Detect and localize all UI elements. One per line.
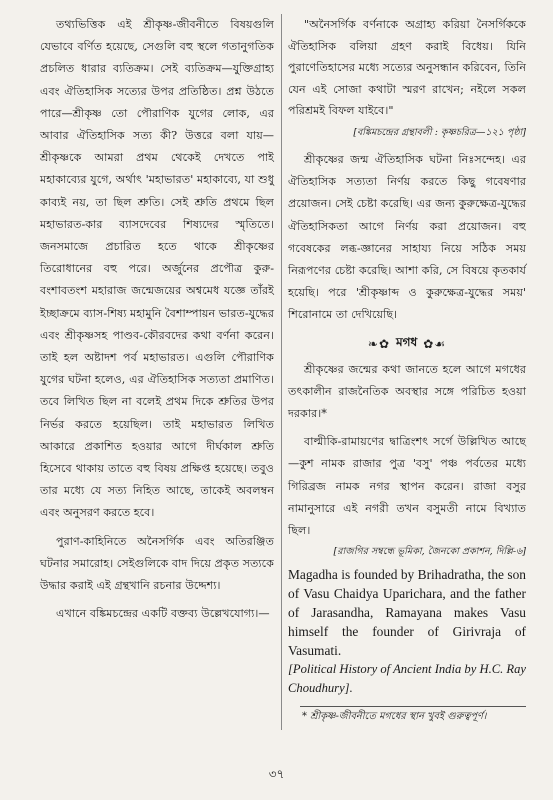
- footnote-rule: [300, 706, 526, 707]
- section-title: মগধ: [396, 334, 418, 349]
- left-column: [40, 14, 274, 625]
- bankim-quote-source: [বঙ্কিমচন্দ্রের গ্রন্থাবলী : কৃষ্ণচরিত্র—১২১ পৃষ্ঠা]: [353, 126, 526, 138]
- right-paragraph-1: শ্রীকৃষ্ণের জন্ম ঐতিহাসিক ঘটনা নিঃসন্দেহ। এর ঐতিহাসিক সত্যতা নির্ণয় করতে কিছু গবেষণার প্রয়োজন। সেই চেষ্টা করেছি। এর জন্য কুরুক্ষেত্র-যুদ্ধের ঐতিহাসিকতা আগে নির্ণয় করা প্রয়োজন। বহু গবেষকের লব্ধ-জ্ঞানের সাহায্য নিয়ে সঠিক সময় নিরূপণের চেষ্টা করেছি। আশা করি, সে বিষয়ে কৃতকার্য হয়েছি। পরে 'শ্রীকৃষ্ণাব্দ ও কুরুক্ষেত্র-যুদ্ধের সময়' শিরোনামে তা দেখিয়েছি।: [288, 153, 526, 322]
- footnote: * শ্রীকৃষ্ণ-জীবনীতে মগধের স্থান খুবই গুরুত্বপূর্ণ।: [302, 711, 487, 722]
- english-source: [Political History of Ancient India by H.C. Ray Choudhury].: [288, 662, 526, 696]
- english-citation-block: [288, 565, 526, 698]
- left-flourish-icon: ❧✿: [367, 336, 391, 351]
- column-divider: [281, 14, 282, 730]
- right-paragraph-3: বাল্মীকি-রামায়ণের দ্বাত্রিংশৎ সর্গে উল্লিখিত আছে—কুশ নামক রাজার পুত্র 'বসু' পঞ্চ পর্বতের মধ্যে গিরিব্রজ নামক নগর স্থাপন করেন। রাজা বসুর নামানুসারে এই নগরী তখন বসুমতী নামে বিখ্যাত ছিল।: [288, 435, 526, 538]
- right-column: [288, 14, 526, 698]
- left-paragraph-1: তথ্যভিত্তিক এই শ্রীকৃষ্ণ-জীবনীতে বিষয়গুলি যেভাবে বর্ণিত হয়েছে, সেগুলি বহু স্থলে গতানুগতিক প্রচলিত ধারার ব্যতিক্রম। সেই ব্যতিক্রম—যুক্তিগ্রাহ্য এবং ঐতিহাসিক সত্যের উপর প্রতিষ্ঠিত। প্রশ্ন উঠতে পারে—শ্রীকৃষ্ণ তো পৌরাণিক যুগের লোক, এর আবার ঐতিহাসিক সত্য কী? উত্তরে বলা যায়—শ্রীকৃষ্ণকে আমরা প্রথম থেকেই দেখতে পাই মহাকাব্যের যুগে, অর্থাৎ 'মহাভারত' মহাকাব্যে, যা শুধু কাব্যই নয়, তা ছিল শ্রুতি। সেই শ্রুতি প্রথমে ছিল মহাভারত-কার ব্যাসদেবের শিষ্যদের স্মৃতিতে। জনসমাজে প্রচারিত হতে থাকে শ্রীকৃষ্ণের তিরোধানের বহু পরে। অর্জুনের প্রপৌত্র কুরু-বংশাবতংশ মহারাজ জন্মেজয়ের অশ্বমেধ যজ্ঞে তাঁরই ইচ্ছাক্রমে ব্যাস-শিষ্য মহামুনি বৈশাম্পায়ন ভারত-যুদ্ধের এবং শ্রীকৃষ্ণসহ পাণ্ডব-কৌরবদের কথা বর্ণনা করেন। তাই হল অষ্টাদশ পর্ব মহাভারত। এগুলি পৌরাণিক যুগের ঘটনা হলেও, এর ঐতিহাসিক সত্যতা প্রমাণিত। তবে লিখিত ছিল না বলেই প্রথম দিকে শ্রুতির উপর নির্ভর করতে হয়েছিল। তাই মহাভারত লিখিত আকারে প্রকাশিত হওয়ার আগে দীর্ঘকাল শ্রুতি হিসেবে থাকায় তাতে বহু বিষয় প্রক্ষিপ্ত হয়েছে। তবুও তার মধ্যে যে সত্য নিহিত আছে, তাকেই অবলম্বন এবং অনুসরণ করতে হবে।: [40, 18, 274, 520]
- left-paragraph-3: এখানে বঙ্কিমচন্দ্রের একটি বক্তব্য উল্লেখযোগ্য।—: [56, 607, 270, 621]
- right-flourish-icon: ✿☙: [423, 336, 447, 351]
- right-paragraph-2: শ্রীকৃষ্ণের জন্মের কথা জানতে হলে আগে মগধের তৎকালীন রাজনৈতিক অবস্থার সঙ্গে পরিচিত হওয়া দরকার।*: [288, 362, 526, 421]
- page-number: ৩৭: [268, 767, 285, 781]
- bankim-quote: "অনৈসর্গিক বর্ণনাকে অগ্রাহ্য করিয়া নৈসর্গিককে ঐতিহাসিক বলিয়া গ্রহণ করাই বিধেয়। যিনি পুরাণেতিহাসের মধ্যে সত্যের অনুসন্ধান করিবেন, তিনি যেন এই সোজা কথাটা স্মরণ রাখেন; নইলে সকল পরিশ্রমই বিফল যাইবে।": [288, 18, 526, 117]
- section-heading-magadha: [288, 333, 526, 355]
- left-paragraph-2: পুরাণ-কাহিনিতে অনৈসর্গিক এবং অতিরঞ্জিত ঘটনার সমারোহ। সেইগুলিকে বাদ দিয়ে প্রকৃত সত্যকে উদ্ধার করাই এই গ্রন্থখানি রচনার উদ্দেশ্য।: [40, 534, 275, 593]
- english-text: Magadha is founded by Brihadratha, the son of Vasu Chaidya Uparichara, and the father of Jarasandha, Ramayana makes Vasu himself the founder of Girivraja of Vasumati.: [288, 567, 526, 659]
- rajgir-source: [রাজগির সম্বন্ধে ভূমিকা, জৈনকো প্রকাশন, দিল্লি-৬]: [333, 546, 526, 558]
- bankim-quote-block: [288, 14, 526, 143]
